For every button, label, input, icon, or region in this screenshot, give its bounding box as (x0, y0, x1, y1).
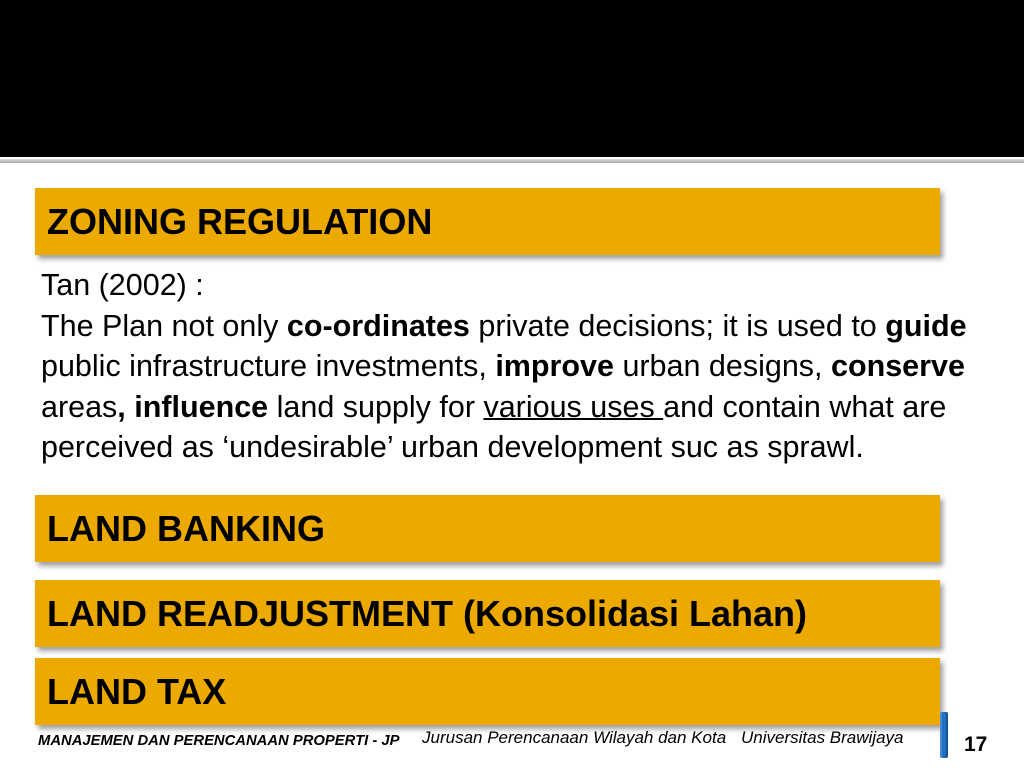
section-box-land-banking (35, 495, 940, 562)
section-box-land-tax (35, 658, 940, 725)
section-box-land-readjustment (35, 580, 940, 647)
body-text-run: perceived as ‘undesirable’ urban development suc as sprawl. (41, 430, 864, 464)
citation: Tan (2002) : (41, 268, 204, 302)
page-marker-bar (940, 712, 948, 758)
section-title: LAND BANKING (47, 508, 325, 549)
footer-department-label: Jurusan Perencanaan Wilayah dan Kota (422, 728, 727, 747)
body-text-run: and contain what are (663, 389, 947, 424)
bold-term-improve: improve (495, 349, 614, 383)
body-line (41, 346, 967, 387)
body-line (41, 306, 967, 347)
title-band (0, 0, 1024, 157)
zoning-regulation-body (41, 265, 967, 468)
section-box-zoning-regulation (35, 188, 940, 255)
footer-university-label: Universitas Brawijaya (741, 728, 904, 747)
page-number: 17 (964, 733, 988, 756)
section-title: ZONING REGULATION (47, 201, 433, 242)
bold-term-guide: guide (885, 308, 967, 343)
body-line (41, 427, 967, 468)
section-title: LAND TAX (47, 671, 227, 712)
section-title: LAND READJUSTMENT (Konsolidasi Lahan) (47, 593, 808, 634)
title-divider-line (0, 159, 1024, 163)
underlined-term-various-uses: various uses (483, 389, 664, 424)
body-text-run: areas (41, 389, 118, 424)
bold-term-conserve: conserve (831, 349, 965, 383)
body-line (41, 387, 967, 428)
body-text-run: land supply for (268, 389, 484, 424)
bold-term-influence: , influence (117, 389, 269, 424)
footer-course-label: MANAJEMEN DAN PERENCANAAN PROPERTI - JP (38, 733, 400, 749)
bold-term-co-ordinates: co-ordinates (286, 308, 470, 343)
body-text-run: urban designs, (613, 349, 831, 383)
body-text-run: private decisions; it is used to (469, 308, 886, 343)
body-text-run: public infrastructure investments, (41, 349, 496, 383)
body-text-run: The Plan not only (41, 308, 287, 343)
